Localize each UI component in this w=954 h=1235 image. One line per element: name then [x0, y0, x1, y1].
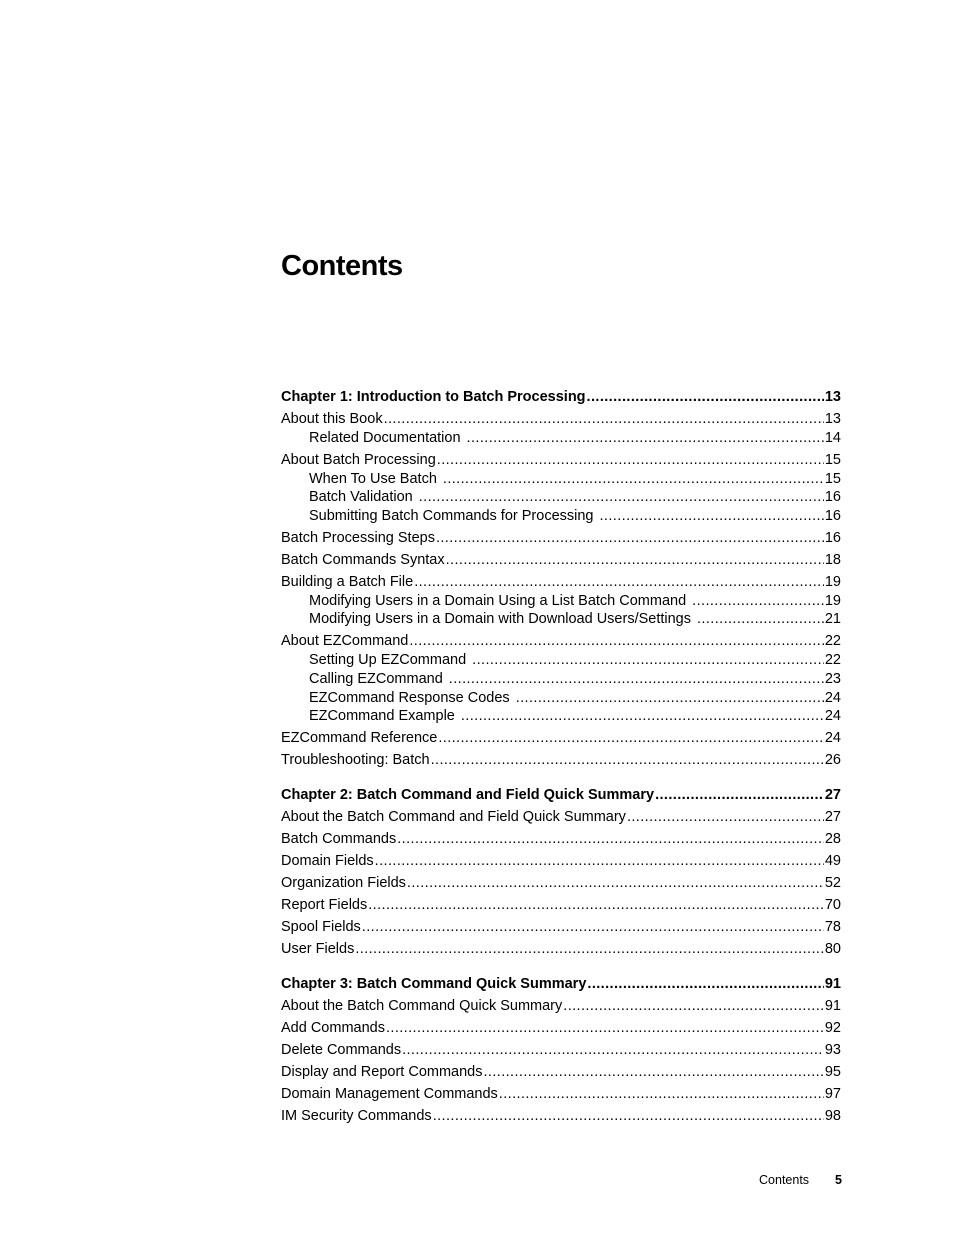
toc-entry[interactable] [281, 573, 841, 592]
toc-entry-label: Delete Commands [281, 1041, 402, 1058]
toc-entry[interactable] [281, 610, 841, 629]
toc-entry-label: Organization Fields [281, 874, 406, 891]
toc-entry-label: Domain Management Commands [281, 1085, 498, 1102]
toc-entry[interactable] [281, 410, 841, 429]
toc-chapter-entry[interactable] [281, 975, 841, 994]
toc-entry-label: When To Use Batch [309, 470, 437, 487]
toc-entry-label: EZCommand Example [309, 708, 455, 725]
toc-entry[interactable] [281, 651, 841, 670]
toc-entry-page-number: 16 [824, 489, 841, 506]
toc-entry-page-number: 97 [824, 1085, 841, 1102]
toc-entry-label: About this Book [281, 411, 383, 427]
toc-entry-label: EZCommand Response Codes [309, 689, 510, 706]
dot-leader [368, 896, 824, 915]
dot-leader [600, 507, 824, 526]
toc-entry-page-number: 16 [824, 508, 841, 525]
dot-leader [483, 1063, 823, 1082]
toc-entry-label: Domain Fields [281, 852, 374, 869]
toc-entry-label: Submitting Batch Commands for Processing [309, 508, 594, 525]
footer-section-label: Contents [759, 1173, 810, 1187]
dot-leader [362, 918, 824, 937]
dot-leader [692, 592, 824, 611]
toc-entry-page-number: 16 [824, 529, 841, 546]
toc-entry[interactable] [281, 830, 841, 849]
toc-entry-label: Setting Up EZCommand [309, 652, 467, 669]
toc-entry-label: Chapter 3: Batch Command Quick Summary [281, 975, 587, 992]
dot-leader [437, 451, 824, 470]
dot-leader [431, 751, 824, 770]
toc-entry-page-number: 52 [824, 874, 841, 891]
toc-entry-page-number: 91 [824, 997, 841, 1014]
toc-entry-page-number: 13 [824, 411, 841, 427]
toc-entry[interactable] [281, 529, 841, 548]
dot-leader [386, 1019, 824, 1038]
toc-entry[interactable] [281, 689, 841, 708]
toc-entry-label: Add Commands [281, 1019, 385, 1036]
toc-entry[interactable] [281, 551, 841, 570]
dot-leader [436, 529, 824, 548]
toc-entry-page-number: 13 [824, 389, 841, 405]
dot-leader [402, 1041, 824, 1060]
dot-leader [443, 470, 824, 489]
toc-entry-page-number: 92 [824, 1019, 841, 1036]
toc-entry-label: EZCommand Reference [281, 729, 438, 746]
dot-leader [472, 651, 824, 670]
toc-entry[interactable] [281, 470, 841, 489]
page-title: Contents [281, 250, 403, 282]
toc-entry-page-number: 49 [824, 852, 841, 869]
toc-entry-page-number: 95 [824, 1063, 841, 1080]
toc-entry[interactable] [281, 429, 841, 448]
toc-entry-label: About Batch Processing [281, 451, 436, 468]
dot-leader [655, 786, 824, 805]
toc-entry[interactable] [281, 670, 841, 689]
table-of-contents [281, 386, 841, 1126]
toc-entry-label: Spool Fields [281, 918, 361, 935]
dot-leader [563, 997, 824, 1016]
dot-leader [467, 429, 824, 448]
toc-entry-label: Building a Batch File [281, 573, 414, 590]
toc-entry-page-number: 19 [824, 592, 841, 609]
toc-entry-page-number: 22 [824, 652, 841, 669]
toc-entry-label: Report Fields [281, 896, 368, 913]
toc-entry-page-number: 15 [824, 470, 841, 487]
dot-leader [587, 975, 823, 994]
toc-entry[interactable] [281, 632, 841, 651]
footer-page-number: 5 [835, 1173, 842, 1187]
toc-entry-label: Batch Commands Syntax [281, 551, 445, 568]
toc-entry-page-number: 28 [824, 830, 841, 847]
toc-entry[interactable] [281, 852, 841, 871]
toc-entry-page-number: 91 [824, 975, 841, 992]
toc-entry-label: Display and Report Commands [281, 1063, 483, 1080]
toc-entry-page-number: 24 [824, 708, 841, 725]
toc-entry-page-number: 80 [824, 940, 841, 957]
dot-leader [516, 689, 824, 708]
toc-entry[interactable] [281, 997, 841, 1016]
toc-entry[interactable] [281, 1063, 841, 1082]
toc-entry[interactable] [281, 507, 841, 526]
dot-leader [627, 808, 824, 827]
toc-entry-label: Modifying Users in a Domain with Download Users/Settings [309, 611, 691, 628]
toc-entry-label: Modifying Users in a Domain Using a List Batch Command [309, 592, 687, 609]
dot-leader [697, 610, 824, 629]
toc-entry-label: Batch Validation [309, 489, 413, 506]
toc-entry[interactable] [281, 451, 841, 470]
toc-entry[interactable] [281, 918, 841, 937]
dot-leader [355, 940, 824, 959]
dot-leader [433, 1107, 824, 1126]
toc-entry-page-number: 24 [824, 729, 841, 746]
dot-leader [419, 488, 824, 507]
toc-entry-label: Chapter 2: Batch Command and Field Quick Summary [281, 786, 655, 803]
toc-entry[interactable] [281, 940, 841, 959]
dot-leader [414, 573, 824, 592]
toc-entry[interactable] [281, 1019, 841, 1038]
dot-leader [384, 410, 824, 429]
toc-entry[interactable] [281, 488, 841, 507]
dot-leader [375, 852, 824, 871]
toc-entry-label: About the Batch Command and Field Quick Summary [281, 808, 626, 825]
toc-entry[interactable] [281, 808, 841, 827]
toc-entry-page-number: 24 [824, 689, 841, 706]
toc-entry[interactable] [281, 1041, 841, 1060]
dot-leader [409, 632, 824, 651]
dot-leader [449, 670, 824, 689]
toc-entry-page-number: 27 [824, 786, 841, 803]
dot-leader [446, 551, 824, 570]
toc-entry[interactable] [281, 1107, 841, 1126]
toc-entry[interactable] [281, 896, 841, 915]
toc-entry-page-number: 26 [824, 751, 841, 768]
toc-entry-page-number: 93 [824, 1041, 841, 1058]
toc-entry-page-number: 21 [824, 611, 841, 628]
toc-entry-label: IM Security Commands [281, 1107, 432, 1124]
toc-entry[interactable] [281, 1085, 841, 1104]
toc-entry[interactable] [281, 751, 841, 770]
toc-entry-label: Chapter 1: Introduction to Batch Processing [281, 389, 586, 405]
toc-entry-label: Troubleshooting: Batch [281, 751, 430, 768]
toc-entry-page-number: 18 [824, 551, 841, 568]
toc-entry[interactable] [281, 707, 841, 726]
toc-entry-label: About EZCommand [281, 633, 409, 650]
toc-chapter-entry[interactable] [281, 388, 841, 407]
dot-leader [587, 388, 824, 407]
dot-leader [397, 830, 824, 849]
toc-entry-label: Batch Processing Steps [281, 529, 435, 546]
toc-entry-label: About the Batch Command Quick Summary [281, 997, 563, 1014]
toc-entry-label: Batch Commands [281, 830, 397, 847]
dot-leader [461, 707, 824, 726]
toc-entry-page-number: 70 [824, 896, 841, 913]
dot-leader [407, 874, 824, 893]
dot-leader [438, 729, 824, 748]
toc-entry-page-number: 98 [824, 1107, 841, 1124]
toc-entry-label: User Fields [281, 940, 355, 957]
toc-entry-label: Calling EZCommand [309, 670, 443, 687]
toc-chapter-entry[interactable] [281, 786, 841, 805]
dot-leader [499, 1085, 824, 1104]
toc-entry[interactable] [281, 729, 841, 748]
toc-entry[interactable] [281, 874, 841, 893]
toc-entry-page-number: 14 [824, 430, 841, 446]
toc-entry-page-number: 15 [824, 451, 841, 468]
toc-entry-label: Related Documentation [309, 430, 461, 446]
toc-entry-page-number: 22 [824, 633, 841, 650]
toc-entry-page-number: 27 [824, 808, 841, 825]
toc-entry-page-number: 23 [824, 670, 841, 687]
toc-entry[interactable] [281, 592, 841, 611]
toc-entry-page-number: 19 [824, 573, 841, 590]
toc-entry-page-number: 78 [824, 918, 841, 935]
page-footer [759, 1173, 842, 1187]
